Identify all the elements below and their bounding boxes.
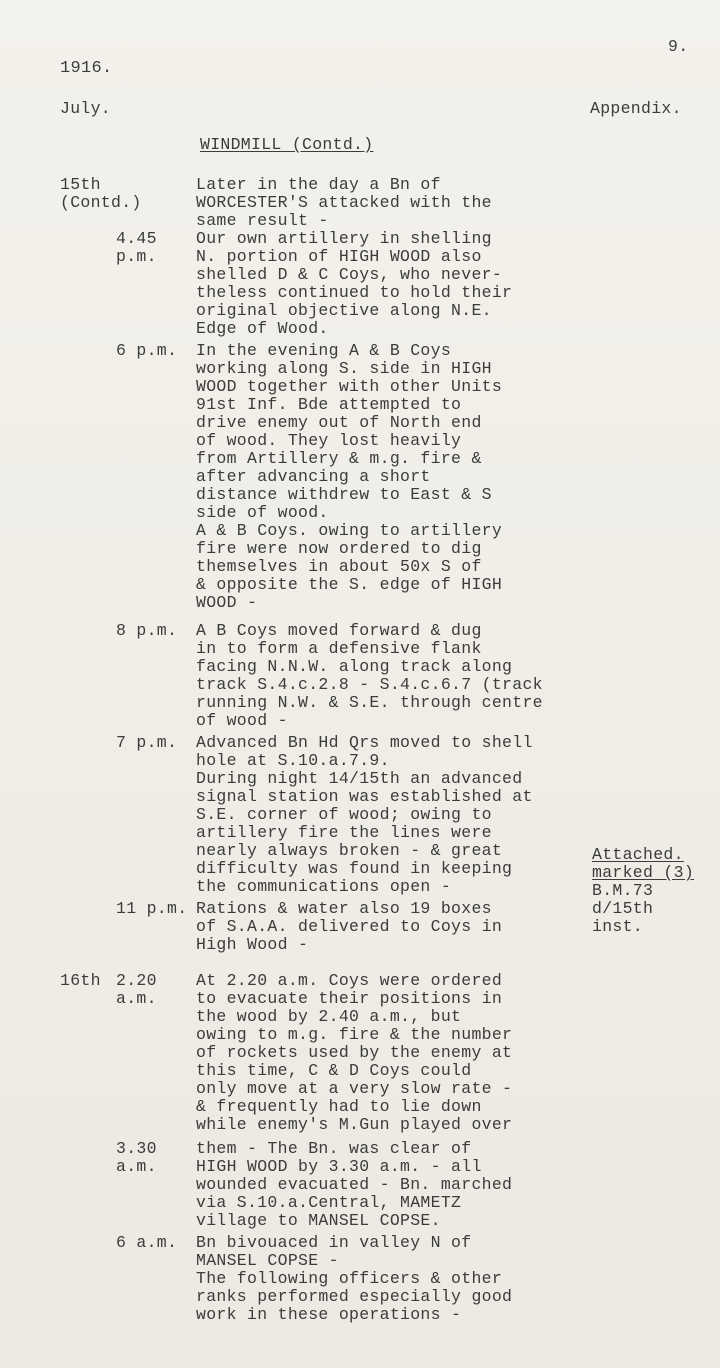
time-3-30-am: a.m.	[116, 1157, 157, 1176]
section-heading: WINDMILL (Contd.)	[200, 135, 374, 154]
entry-line: 91st Inf. Bde attempted to	[196, 395, 462, 414]
entry-line: High Wood -	[196, 935, 309, 954]
entry-line: via S.10.a.Central, MAMETZ	[196, 1193, 462, 1212]
entry-line: Rations & water also 19 boxes	[196, 899, 492, 918]
entry-line: nearly always broken - & great	[196, 841, 503, 860]
diary-entry-6am	[196, 1234, 596, 1324]
entry-line: In the evening A & B Coys	[196, 341, 452, 360]
entry-line: signal station was established at	[196, 787, 533, 806]
time-2-20-am: a.m.	[116, 989, 157, 1008]
page-number: 9.	[668, 37, 689, 56]
diary-entry-6pm	[196, 342, 596, 612]
time-11pm: 11 p.m.	[116, 899, 188, 918]
entry-line: running N.W. & S.E. through centre	[196, 693, 543, 712]
entry-line: WOOD -	[196, 593, 258, 612]
entry-line: this time, C & D Coys could	[196, 1061, 472, 1080]
time-6pm: 6 p.m.	[116, 341, 178, 360]
time-7pm: 7 p.m.	[116, 733, 178, 752]
entry-line: difficulty was found in keeping	[196, 859, 513, 878]
month: July.	[60, 99, 112, 118]
time-8pm: 8 p.m.	[116, 621, 178, 640]
entry-line: artillery fire the lines were	[196, 823, 492, 842]
entry-line: of wood. They lost heavily	[196, 431, 462, 450]
entry-line: N. portion of HIGH WOOD also	[196, 247, 482, 266]
diary-entry-15th	[196, 176, 596, 230]
entry-line: track S.4.c.2.8 - S.4.c.6.7 (track	[196, 675, 543, 694]
entry-line: of rockets used by the enemy at	[196, 1043, 513, 1062]
margin-note-date: d/15th	[592, 899, 654, 918]
entry-line: working along S. side in HIGH	[196, 359, 492, 378]
entry-line: only move at a very slow rate -	[196, 1079, 513, 1098]
entry-line: village to MANSEL COPSE.	[196, 1211, 441, 1230]
entry-line: S.E. corner of wood; owing to	[196, 805, 492, 824]
entry-line: to evacuate their positions in	[196, 989, 503, 1008]
entry-line: shelled D & C Coys, who never-	[196, 265, 503, 284]
entry-line: drive enemy out of North end	[196, 413, 482, 432]
entry-line: of S.A.A. delivered to Coys in	[196, 917, 503, 936]
entry-line: work in these operations -	[196, 1305, 462, 1324]
entry-line: & frequently had to lie down	[196, 1097, 482, 1116]
time-4-45: 4.45	[116, 229, 157, 248]
entry-line: During night 14/15th an advanced	[196, 769, 523, 788]
entry-line: same result -	[196, 211, 329, 230]
entry-line: & opposite the S. edge of HIGH	[196, 575, 503, 594]
time-4-45-pm: p.m.	[116, 247, 157, 266]
entry-line: HIGH WOOD by 3.30 a.m. - all	[196, 1157, 482, 1176]
margin-note-ref: B.M.73	[592, 881, 654, 900]
entry-line: Later in the day a Bn of	[196, 175, 441, 194]
diary-entry-3-30am	[196, 1140, 596, 1230]
entry-line: original objective along N.E.	[196, 301, 492, 320]
entry-line: ranks performed especially good	[196, 1287, 513, 1306]
entry-line: fire were now ordered to dig	[196, 539, 482, 558]
date-15th: 15th	[60, 175, 101, 194]
entry-line: after advancing a short	[196, 467, 431, 486]
diary-entry-16th-2-20am	[196, 972, 596, 1134]
year: 1916.	[60, 59, 113, 78]
entry-line: side of wood.	[196, 503, 329, 522]
margin-note-marked: marked (3)	[592, 863, 695, 882]
entry-line: themselves in about 50x S of	[196, 557, 482, 576]
entry-line: from Artillery & m.g. fire &	[196, 449, 482, 468]
entry-line: them - The Bn. was clear of	[196, 1139, 472, 1158]
entry-line: facing N.N.W. along track along	[196, 657, 513, 676]
time-3-30: 3.30	[116, 1139, 157, 1158]
entry-line: while enemy's M.Gun played over	[196, 1115, 513, 1134]
entry-line: MANSEL COPSE -	[196, 1251, 339, 1270]
entry-line: distance withdrew to East & S	[196, 485, 492, 504]
appendix-label: Appendix.	[590, 99, 682, 118]
entry-line: WORCESTER'S attacked with the	[196, 193, 492, 212]
entry-line: At 2.20 a.m. Coys were ordered	[196, 971, 503, 990]
entry-line: The following officers & other	[196, 1269, 503, 1288]
date-16th: 16th	[60, 971, 101, 990]
diary-entry-8pm	[196, 622, 596, 730]
entry-line: wounded evacuated - Bn. marched	[196, 1175, 513, 1194]
diary-entry-4-45pm	[196, 230, 596, 338]
date-contd: (Contd.)	[60, 193, 142, 212]
time-6am: 6 a.m.	[116, 1233, 178, 1252]
entry-line: Advanced Bn Hd Qrs moved to shell	[196, 733, 533, 752]
entry-line: Our own artillery in shelling	[196, 229, 492, 248]
entry-line: Edge of Wood.	[196, 319, 329, 338]
entry-line: owing to m.g. fire & the number	[196, 1025, 513, 1044]
entry-line: theless continued to hold their	[196, 283, 513, 302]
entry-line: in to form a defensive flank	[196, 639, 482, 658]
entry-line: A & B Coys. owing to artillery	[196, 521, 503, 540]
entry-line: of wood -	[196, 711, 288, 730]
time-2-20: 2.20	[116, 971, 157, 990]
entry-line: the communications open -	[196, 877, 452, 896]
margin-note-attached: Attached.	[592, 845, 684, 864]
entry-line: WOOD together with other Units	[196, 377, 503, 396]
entry-line: the wood by 2.40 a.m., but	[196, 1007, 462, 1026]
entry-line: A B Coys moved forward & dug	[196, 621, 482, 640]
diary-entry-7pm	[196, 734, 596, 896]
entry-line: hole at S.10.a.7.9.	[196, 751, 390, 770]
margin-note-inst: inst.	[592, 917, 644, 936]
diary-entry-11pm	[196, 900, 596, 954]
entry-line: Bn bivouaced in valley N of	[196, 1233, 472, 1252]
